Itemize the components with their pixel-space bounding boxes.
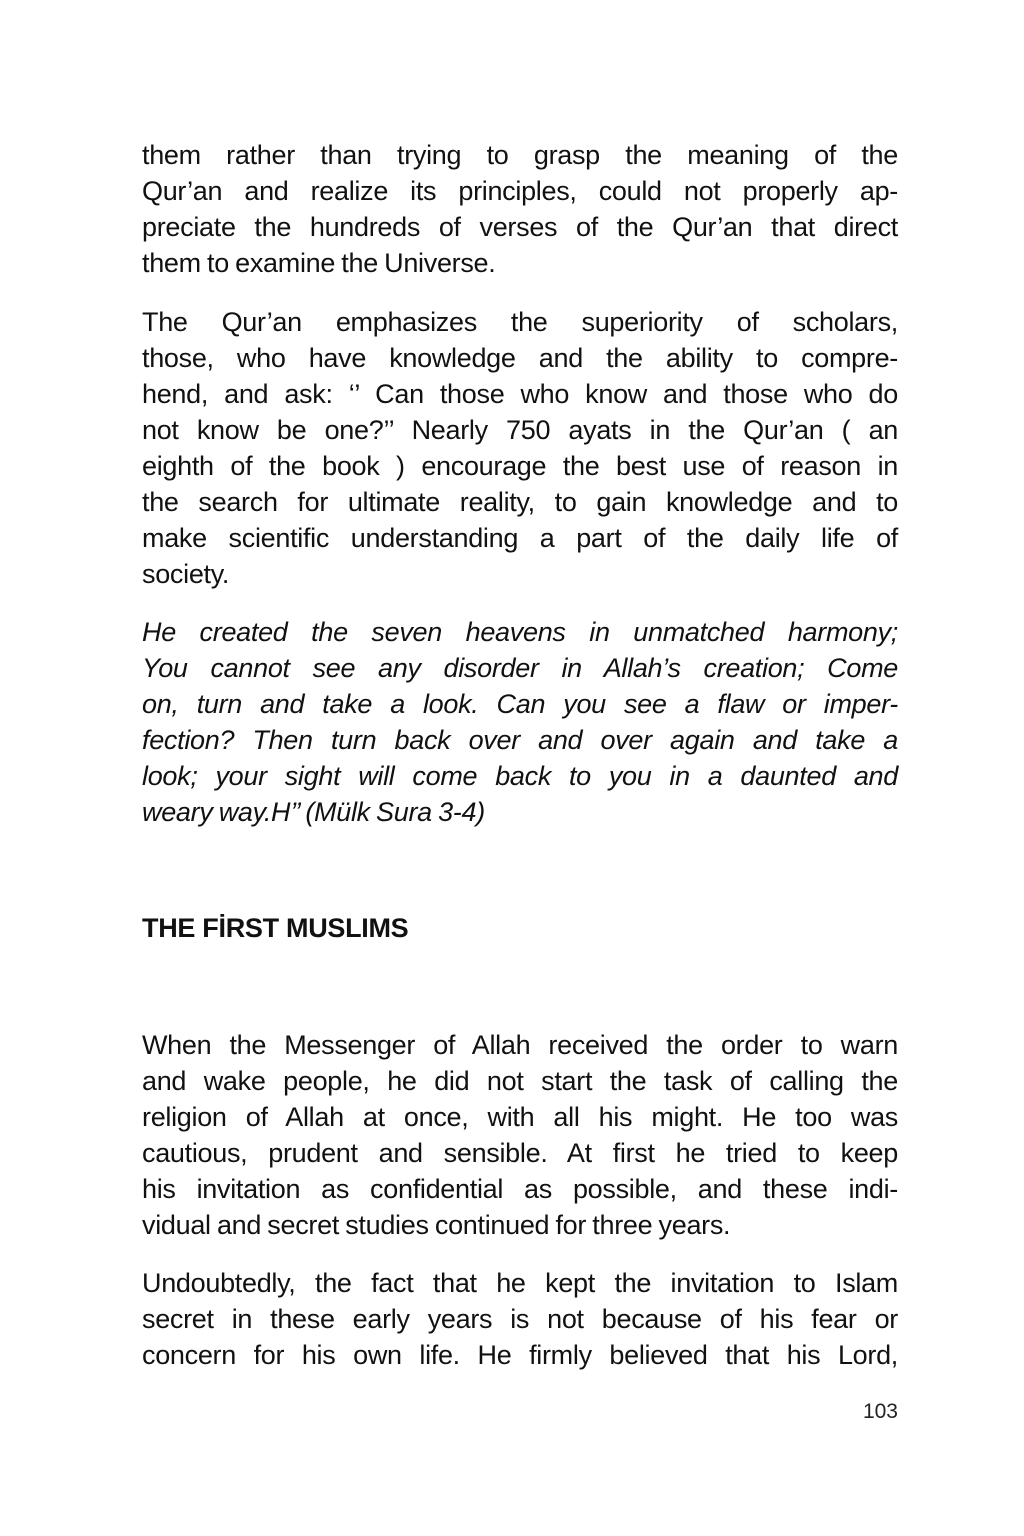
paragraph-3 xyxy=(142,1027,898,1243)
text-line: make scientific understanding a part of the daily life of xyxy=(142,523,898,553)
text-line: When the Messenger of Allah received the order to warn xyxy=(142,1030,898,1060)
text-line: those, who have knowledge and the ability to compre- xyxy=(142,343,898,373)
quote-line: look; your sight will come back to you in a daunted and xyxy=(142,761,898,791)
text-line: his invitation as confidential as possible, and these indi- xyxy=(142,1174,898,1204)
text-line: and wake people, he did not start the task of calling the xyxy=(142,1066,898,1096)
text-line: society. xyxy=(142,559,230,589)
quote-line: You cannot see any disorder in Allah’s creation; Come xyxy=(142,653,898,683)
quote-paragraph xyxy=(142,614,898,830)
text-line: eighth of the book ) encourage the best use of reason in xyxy=(142,451,898,481)
text-line: cautious, prudent and sensible. At first he tried to keep xyxy=(142,1138,898,1168)
text-line: them rather than trying to grasp the meaning of the xyxy=(142,140,898,170)
text-line: hend, and ask: ‘’ Can those who know and those who do xyxy=(142,379,898,409)
quote-line: on, turn and take a look. Can you see a flaw or imper- xyxy=(142,689,898,719)
quote-line: weary way.H’’ (Mülk Sura 3-4) xyxy=(142,797,485,827)
text-line: preciate the hundreds of verses of the Qur’an that direct xyxy=(142,212,898,242)
text-line: vidual and secret studies continued for three years. xyxy=(142,1210,731,1240)
text-line: them to examine the Universe. xyxy=(142,248,496,278)
text-line: the search for ultimate reality, to gain knowledge and to xyxy=(142,487,898,517)
quote-line: fection? Then turn back over and over again and take a xyxy=(142,725,898,755)
section-heading: THE FİRST MUSLIMS xyxy=(142,913,409,943)
text-line: The Qur’an emphasizes the superiority of scholars, xyxy=(142,307,898,337)
text-line: concern for his own life. He firmly believed that his Lord, xyxy=(142,1340,898,1370)
text-line: not know be one?’’ Nearly 750 ayats in the Qur’an ( an xyxy=(142,415,898,445)
text-line: Undoubtedly, the fact that he kept the invitation to Islam xyxy=(142,1268,898,1298)
text-line: Qur’an and realize its principles, could not properly ap- xyxy=(142,176,898,206)
text-line: religion of Allah at once, with all his might. He too was xyxy=(142,1102,898,1132)
quote-line: He created the seven heavens in unmatched harmony; xyxy=(142,617,898,647)
paragraph-2 xyxy=(142,304,898,592)
page-number: 103 xyxy=(862,1400,898,1423)
paragraph-4 xyxy=(142,1265,898,1373)
text-line: secret in these early years is not because of his fear or xyxy=(142,1304,898,1334)
paragraph-1 xyxy=(142,137,898,281)
